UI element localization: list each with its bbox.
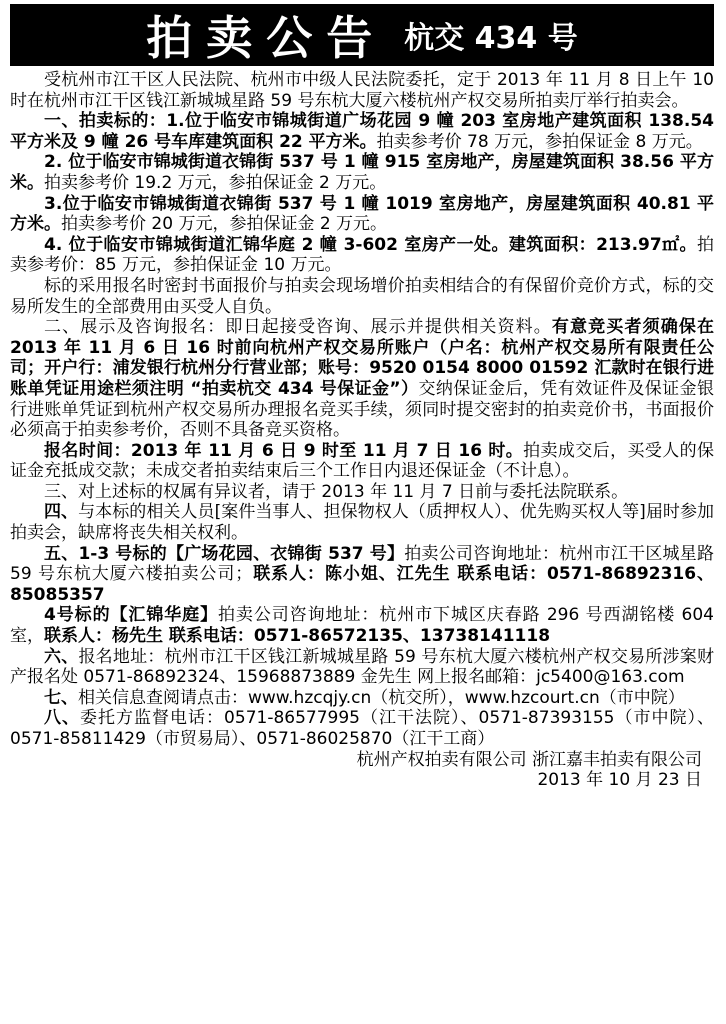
- lot-4-paragraph: [10, 235, 714, 276]
- lot-4-contact-address: 拍卖公司咨询地址：杭州市下城区庆春路 296 号西湖铭楼 604 室，: [10, 605, 714, 647]
- section-8-number: 八、: [44, 708, 81, 729]
- lot-4-contact-paragraph: [10, 605, 714, 646]
- notice-number: 杭交 434 号: [404, 21, 578, 56]
- lot-4-contact-person: 联系人：杨先生 联系电话：0571-86572135、13738141118: [44, 626, 551, 647]
- lot-4-contact-label: 4号标的【汇锦华庭】: [44, 605, 219, 626]
- lot-2-paragraph: [10, 152, 714, 193]
- registration-paragraph: [10, 441, 714, 482]
- section-5-lots: 五、1-3 号标的【广场花园、衣锦街 537 号】: [44, 543, 405, 564]
- lot-3-description: 3.位于临安市锦城街道衣锦街 537 号 1 幢 1019 室房地产，房屋建筑面积 40.81 平方米。: [10, 193, 714, 235]
- lot-1-paragraph: [10, 111, 714, 152]
- lot-2-description: 2. 位于临安市锦城街道衣锦街 537 号 1 幢 915 室房地产，房屋建筑面积 38.56 平方米。: [10, 152, 714, 193]
- lot-3-price: 拍卖参考价 20 万元，参拍保证金 2 万元。: [61, 214, 388, 235]
- section-4-paragraph: [10, 502, 714, 543]
- section-6-number: 六、: [44, 646, 79, 667]
- notice-body: [10, 66, 714, 791]
- notice-header: [10, 4, 714, 66]
- section-2-paragraph: [10, 317, 714, 441]
- signature-date: 2013 年 10 月 23 日: [537, 770, 702, 791]
- method-paragraph: 标的采用报名时密封书面报价与拍卖会现场增价拍卖相结合的有保留价竞价方式，标的交易所发生的全部费用由买受人自负。: [10, 275, 714, 317]
- section-8-paragraph: [10, 708, 714, 749]
- lot-3-paragraph: [10, 194, 714, 235]
- registration-deposit-note: 拍卖成交后，买受人的保证金充抵成交款；未成交者拍卖结束后三个工作日内退还保证金（不计息）。: [10, 440, 715, 482]
- section-5-address: 拍卖公司咨询地址：杭州市江干区城星路 59 号东杭大厦六楼拍卖公司；: [10, 543, 714, 585]
- notice-title: 拍卖公告: [146, 11, 387, 65]
- section-2-intro: 二、展示及咨询报名：即日起接受咨询、展示并提供相关资料。: [44, 317, 552, 338]
- section-6-text: 报名地址：杭州市江干区钱江新城城星路 59 号东杭大厦六楼杭州产权交易所涉案财产报名处 0571-86892324、15968873889 金先生 网上报名邮箱：jc5400@163.com: [10, 646, 714, 688]
- section-3-paragraph: 三、对上述标的权属有异议者，请于 2013 年 11 月 7 日前与委托法院联系。: [44, 481, 629, 502]
- section-4-number: 四、: [44, 502, 79, 523]
- section-2-procedure: 交纳保证金后，凭有效证件及保证金银行进账单凭证到杭州产权交易所办理报名竞买手续，须同时提交密封的拍卖竞价书，书面报价必须高于拍卖参考价，否则不具备竞买资格。: [10, 378, 714, 441]
- section-5-contact: 联系人：陈小姐、江先生 联系电话：0571-86892316、85085357: [10, 564, 714, 605]
- registration-time: 报名时间：2013 年 11 月 6 日 9 时至 11 月 7 日 16 时。: [44, 440, 524, 461]
- section-4-text: 与本标的相关人员[案件当事人、担保物权人（质押权人）、优先购买权人等]届时参加拍卖会，缺席将丧失相关权利。: [10, 502, 715, 544]
- lot-2-price: 拍卖参考价 19.2 万元，参拍保证金 2 万元。: [44, 172, 387, 193]
- intro-paragraph: 受杭州市江干区人民法院、杭州市中级人民法院委托，定于 2013 年 11 月 8 日上午 10 时在杭州市江干区钱江新城城星路 59 号东杭大厦六楼杭州产权交易所拍卖厅举行拍卖会。: [10, 70, 714, 111]
- section-6-paragraph: [10, 647, 714, 688]
- section-7-number: 七、: [44, 687, 78, 708]
- section-7-text: 相关信息查阅请点击：www.hzcqjy.cn（杭交所），www.hzcourt.cn（市中院）: [78, 687, 685, 708]
- lot-1-price: 拍卖参考价 78 万元，参拍保证金 8 万元。: [376, 131, 703, 152]
- section-8-text: 委托方监督电话：0571-86577995（江干法院）、0571-87393155（市中院）、0571-85811429（市贸易局）、0571-86025870（江干工商）: [10, 708, 714, 749]
- section-2-deposit-account: 有意竞买者须确保在 2013 年 11 月 6 日 16 时前向杭州产权交易所账户（户名：杭州产权交易所有限责任公司；开户行：浦发银行杭州分行营业部；账号：9520 0154 8000 01592 汇款时在银行进账单凭证用途栏须注明 “拍卖杭交 434 号保证金”）: [10, 317, 715, 399]
- lot-1-description: 一、拍卖标的：1.位于临安市锦城街道广场花园 9 幢 203 室房地产建筑面积 138.54 平方米及 9 幢 26 号车库建筑面积 22 平方米。: [10, 111, 714, 152]
- section-5-paragraph: [10, 544, 714, 606]
- lot-4-description: 4. 位于临安市锦城街道汇锦华庭 2 幢 3-602 室房产一处。建筑面积：213.97㎡。: [44, 234, 697, 255]
- lot-4-price: 拍卖参考价：85 万元，参拍保证金 10 万元。: [10, 234, 714, 276]
- section-7-paragraph: [10, 688, 714, 709]
- signature-companies: 杭州产权拍卖有限公司 浙江嘉丰拍卖有限公司: [356, 749, 702, 770]
